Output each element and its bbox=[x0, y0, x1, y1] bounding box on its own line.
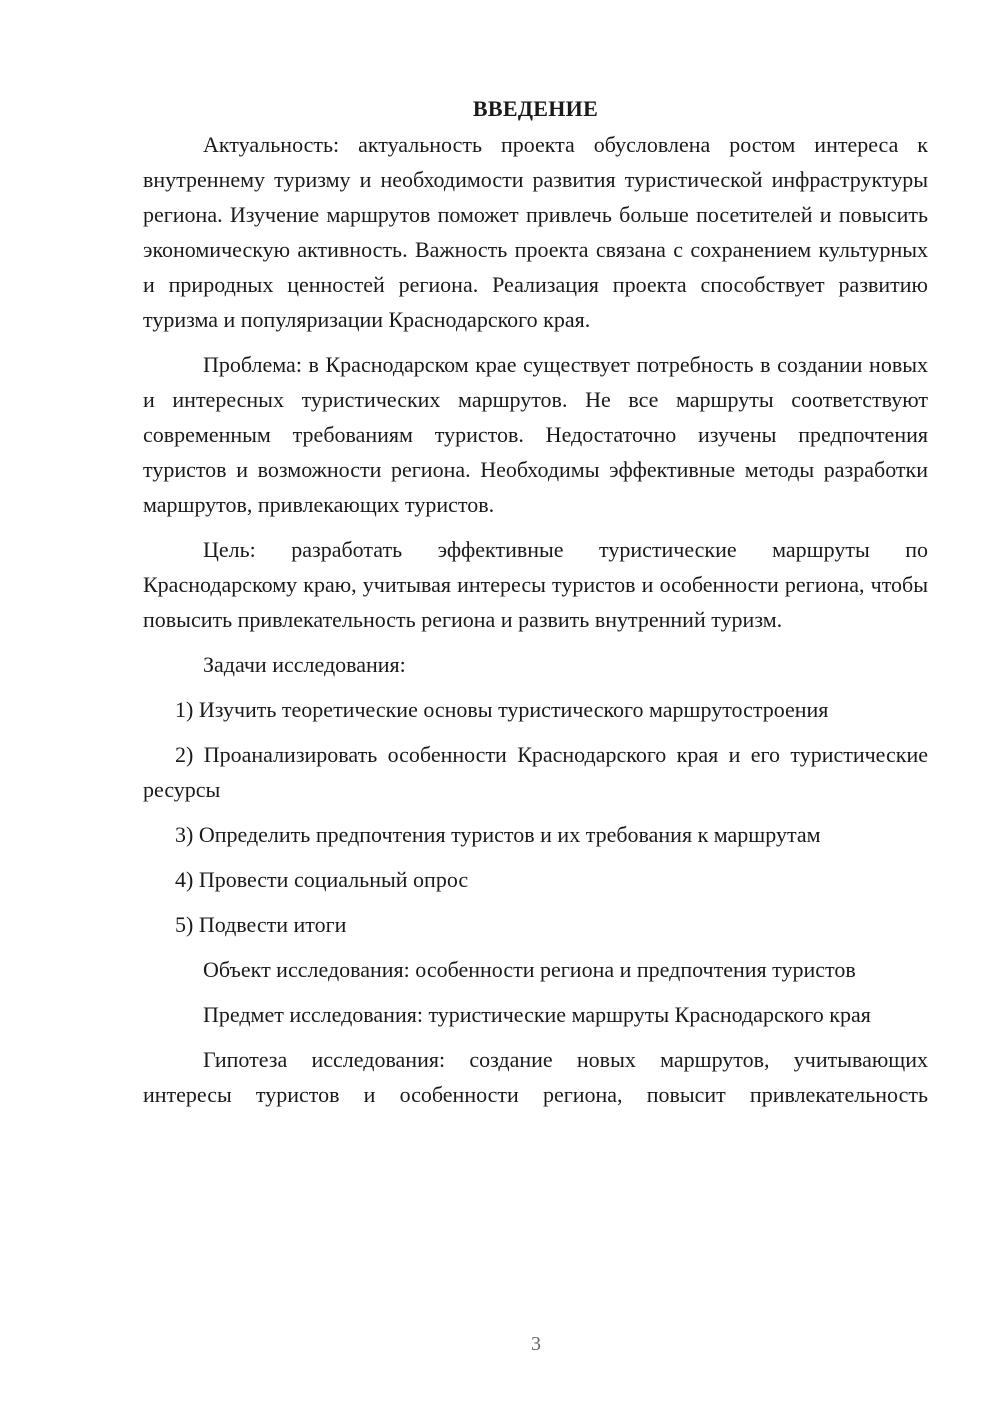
relevance-paragraph: Актуальность: актуальность проекта обусловлена ростом интереса к внутреннему туризму и необходимости развития туристической инфраструктуры региона. Изучение маршрутов поможет привлечь больше посетителей и повысить экономическую активность. Важность проекта связана с сохранением культурных и природных ценностей региона. Реализация проекта способствует развитию туризма и популяризации Краснодарского края. bbox=[143, 132, 928, 332]
task-item: 4) Провести социальный опрос bbox=[175, 867, 469, 892]
goal-paragraph: Цель: разработать эффективные туристические маршруты по Краснодарскому краю, учитывая интересы туристов и особенности региона, чтобы повысить привлекательность региона и развить внутренний туризм. bbox=[143, 537, 928, 632]
task-item: 1) Изучить теоретические основы туристического маршрутостроения bbox=[175, 697, 829, 722]
task-item: 2) Проанализировать особенности Краснодарского края и его туристические ресурсы bbox=[143, 742, 928, 802]
tasks-heading: Задачи исследования: bbox=[203, 652, 406, 677]
task-item: 3) Определить предпочтения туристов и их требования к маршрутам bbox=[175, 822, 821, 847]
task-item: 5) Подвести итоги bbox=[175, 912, 347, 937]
tasks-list bbox=[143, 692, 928, 942]
document-page bbox=[143, 93, 928, 1122]
section-title: ВВЕДЕНИЕ bbox=[472, 96, 599, 121]
hypothesis-paragraph: Гипотеза исследования: создание новых маршрутов, учитывающих интересы туристов и особенности региона, повысит привлекательность bbox=[143, 1047, 928, 1107]
subject-paragraph: Предмет исследования: туристические маршруты Краснодарского края bbox=[203, 1002, 871, 1027]
object-paragraph: Объект исследования: особенности региона и предпочтения туристов bbox=[203, 957, 856, 982]
problem-paragraph: Проблема: в Краснодарском крае существует потребность в создании новых и интересных туристических маршрутов. Не все маршруты соответствуют современным требованиям туристов. Недостаточно изучены предпочтения туристов и возможности региона. Необходимы эффективные методы разработки маршрутов, привлекающих туристов. bbox=[143, 352, 928, 517]
page-number: 3 bbox=[531, 1333, 541, 1355]
